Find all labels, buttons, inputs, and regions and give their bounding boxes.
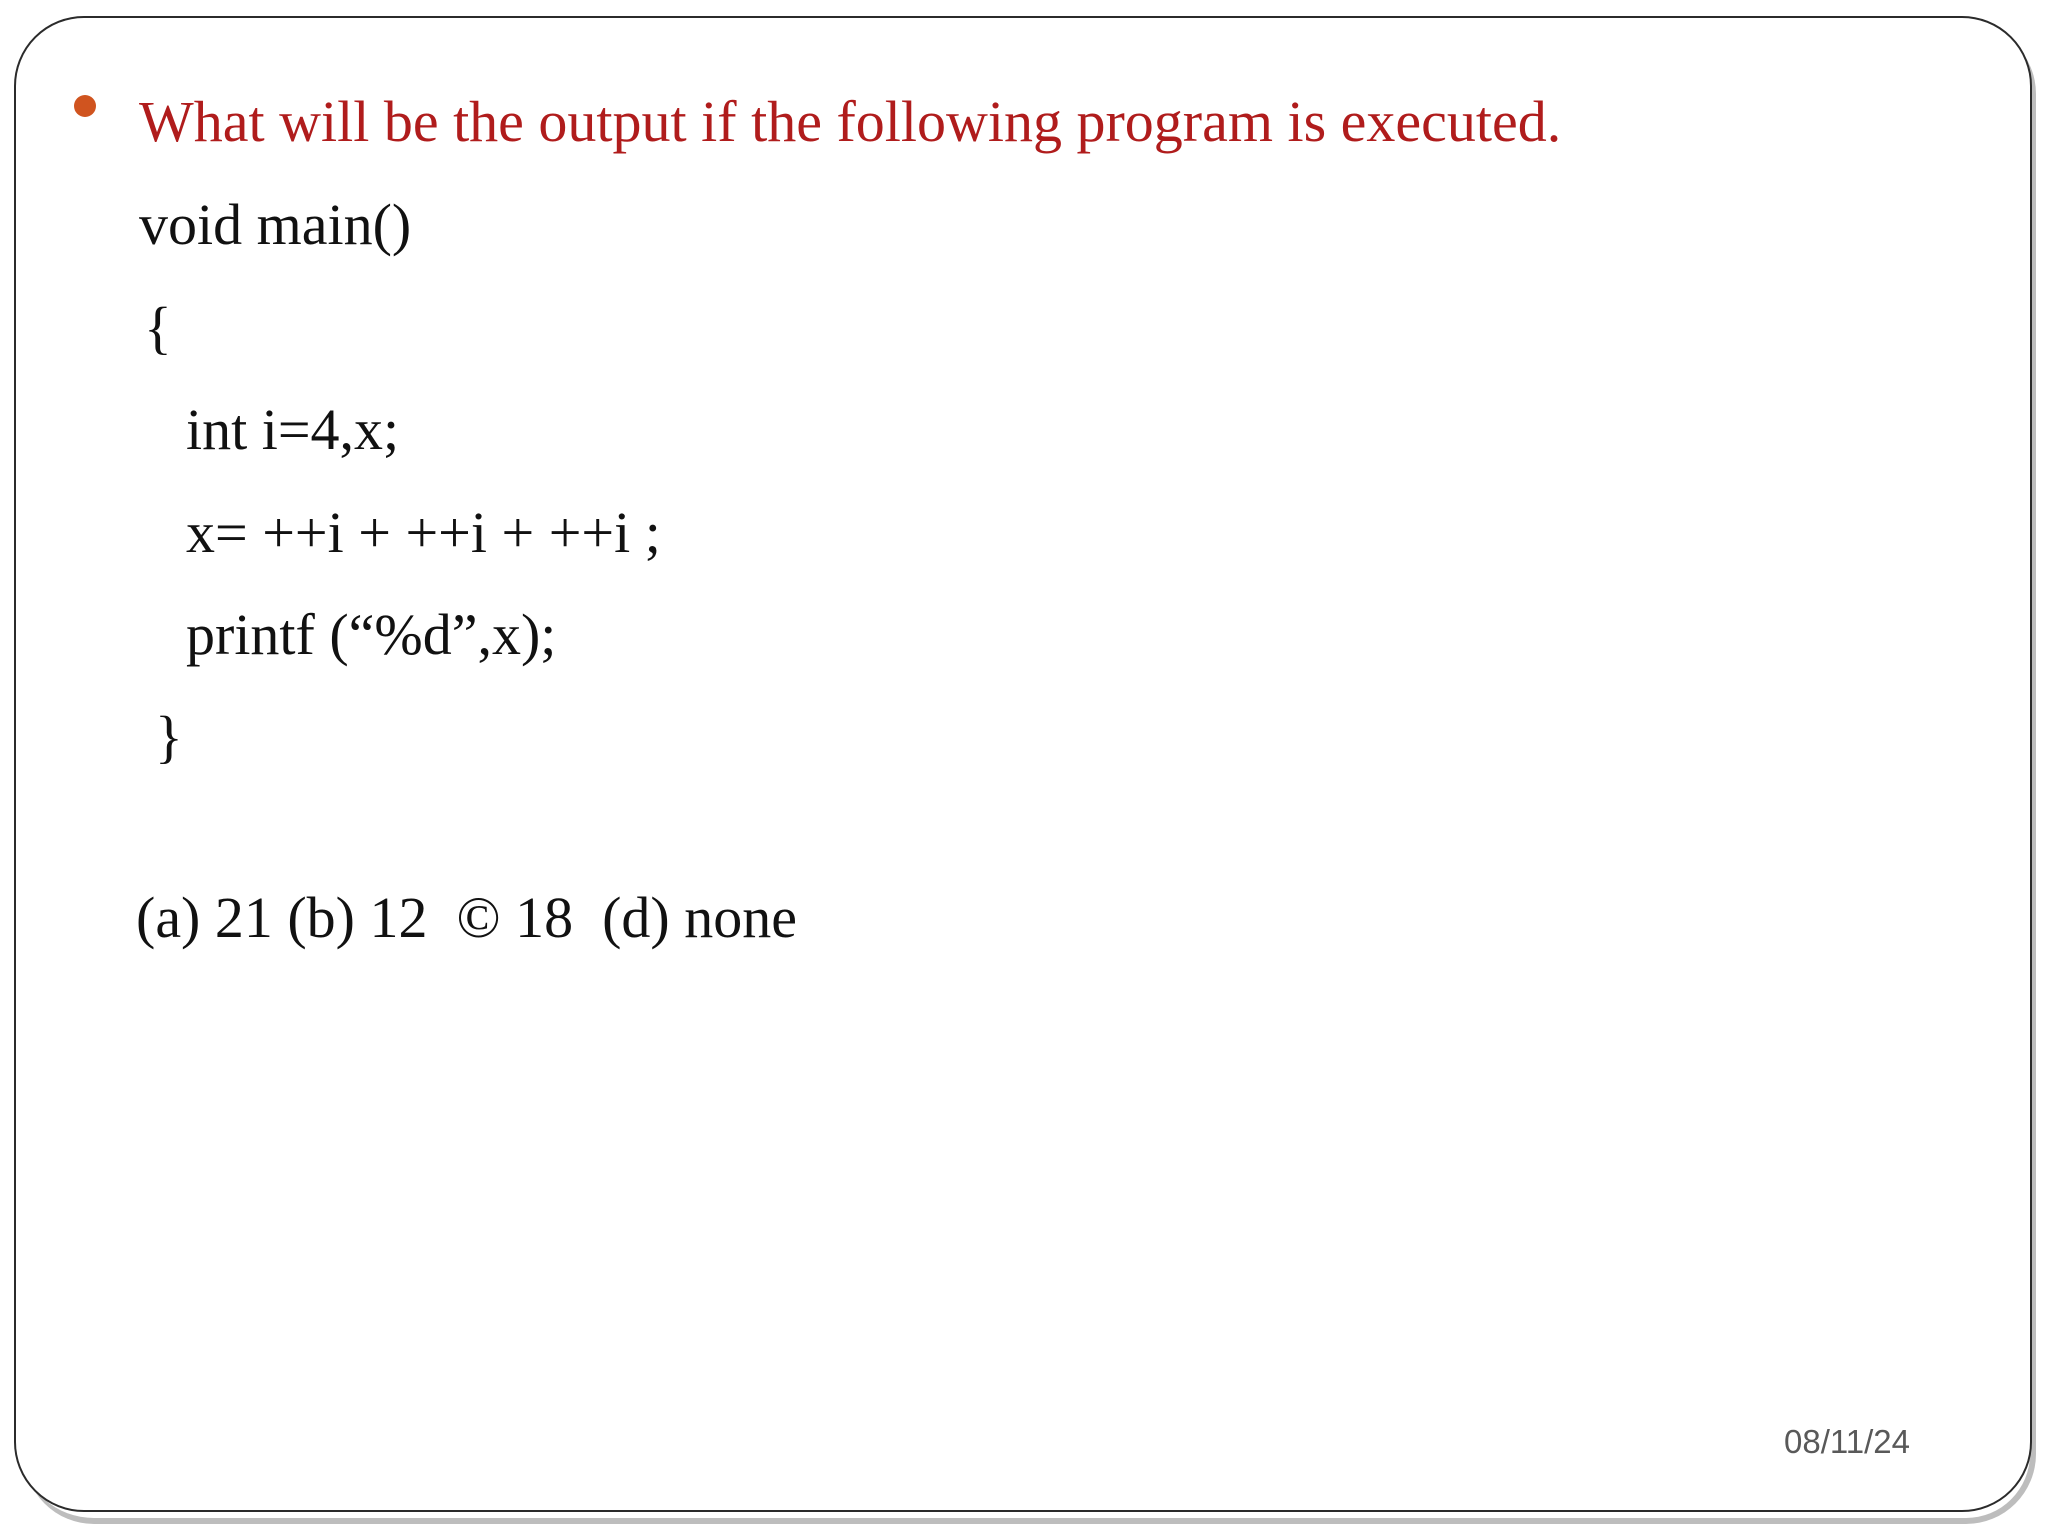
code-line-3: int i=4,x; xyxy=(186,397,400,462)
code-line-6: } xyxy=(155,704,183,769)
code-line-2: { xyxy=(144,295,172,360)
code-line-4: x= ++i + ++i + ++i ; xyxy=(186,500,661,565)
question-text: What will be the output if the following program is executed. xyxy=(139,89,1562,154)
bullet-icon xyxy=(74,95,96,117)
code-line-1: void main() xyxy=(139,192,412,257)
code-line-5: printf (“%d”,x); xyxy=(186,602,557,667)
slide-date: 08/11/24 xyxy=(1784,1423,1911,1460)
answer-options: (a) 21 (b) 12 © 18 (d) none xyxy=(136,885,797,950)
